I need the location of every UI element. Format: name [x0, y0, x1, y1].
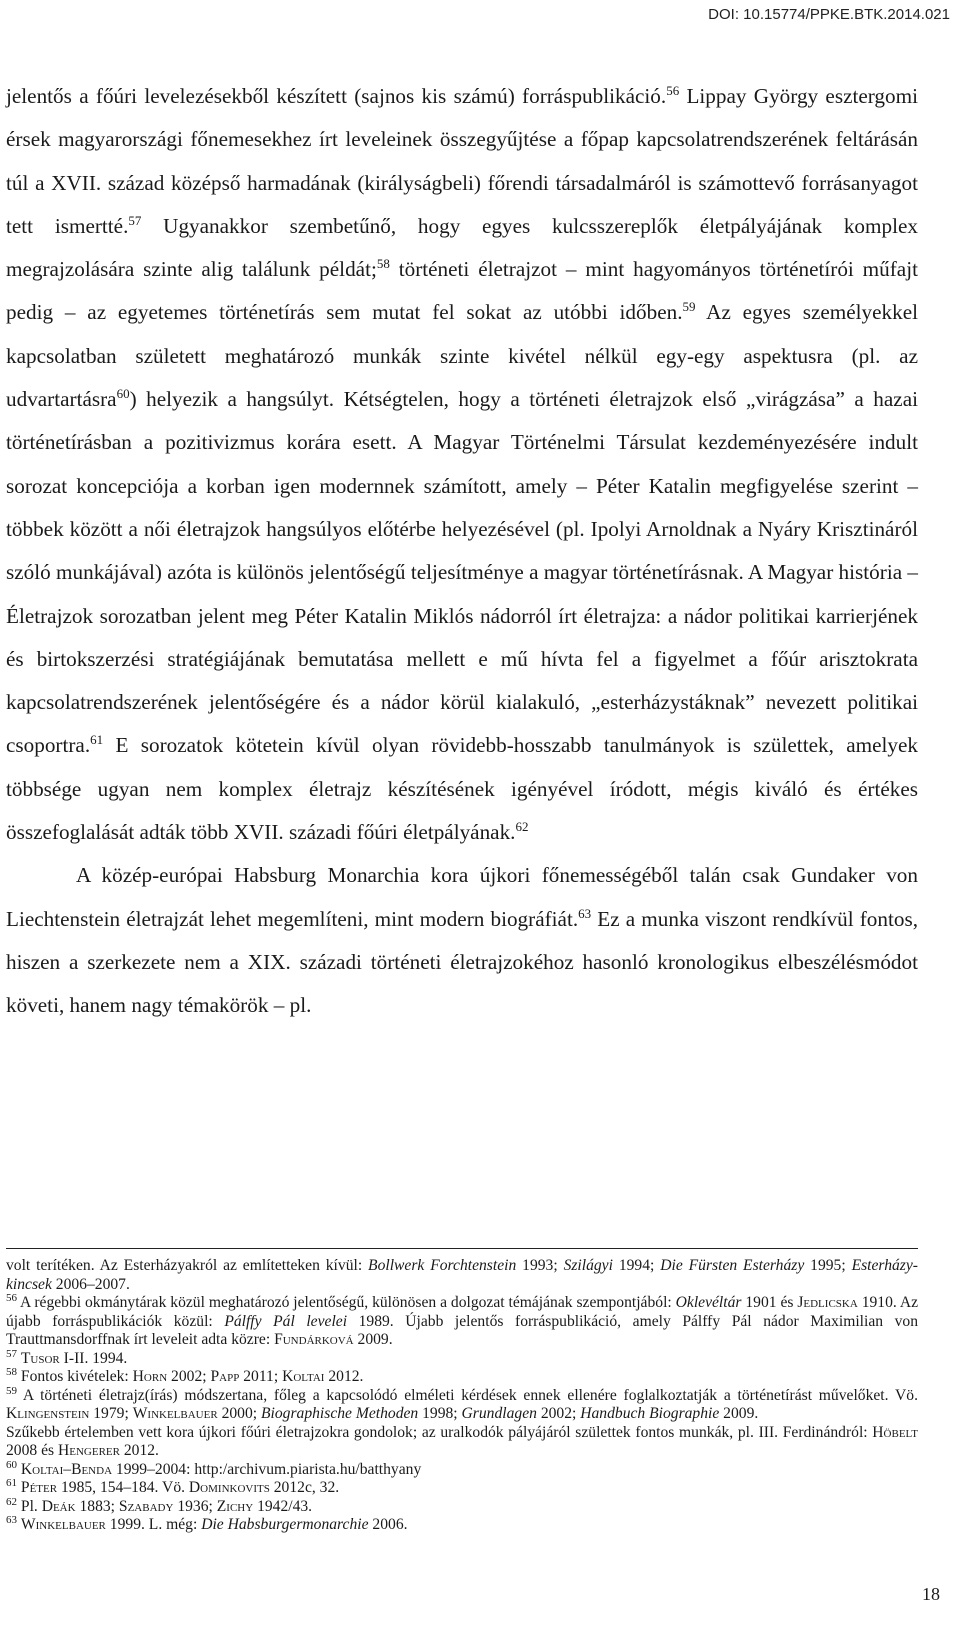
text-run: 1993; [516, 1257, 564, 1274]
author-name: Szabady [118, 1497, 174, 1515]
footnote-ref: 62 [6, 1495, 17, 1508]
text-run: 1999–2004: http:/archivum.piarista.hu/batthyany [112, 1460, 422, 1478]
footnote-ref: 61 [90, 732, 104, 748]
footnote-ref: 57 [128, 212, 142, 228]
text-run: 1994; [612, 1257, 661, 1274]
text-run: Ez a munka viszont rendkívül fontos, hiszen a szerkezete nem a XIX. századi történeti életrajzokéhoz hasonló kronologikus elbeszélésmódot követi, hanem nagy témakörök – pl. [6, 906, 919, 1018]
italic-title: Pálffy Pál levelei [224, 1312, 348, 1330]
text-run: Szűkebb értelemben vett kora újkori főúri életrajzokra gondolok; az uralkodók pályájáról születtek fontos munkák, pl. III. Ferdinándról: [6, 1423, 873, 1441]
footnote-ref: 58 [6, 1366, 17, 1378]
author-name: Papp [210, 1368, 240, 1385]
text-run: 1989. Újabb jelentős forráspublikáció, amely Pálffy Pál nádor Maximilian von Trauttmansdorffnak írt leveleit adta közre: [6, 1312, 918, 1348]
author-name: Tusor [20, 1349, 60, 1367]
text-run: Fontos kivételek: [17, 1368, 133, 1385]
text-run: Pl. [17, 1497, 42, 1515]
footnote [6, 1368, 918, 1387]
text-run: 1995; [804, 1257, 852, 1274]
text-run: Ugyanakkor szembetűnő, hogy egyes kulcsszereplők életpályájának komplex megrajzolására szinte alig találunk példát; [6, 213, 918, 282]
footnote-ref: 56 [666, 83, 680, 98]
text-run: Lippay György esztergomi érsek magyarországi főnemesekhez írt leveleinek összegyűjtése a főpap kapcsolatrendszerének feltárásán túl a XVII. század középső harmadának (királyságbeli) főrendi társadalmáról is számottevő forrásanyagot tett ismertté. [6, 84, 918, 238]
footnote [6, 1257, 918, 1294]
footnote-ref: 59 [6, 1384, 17, 1397]
page-number: 18 [922, 1584, 940, 1604]
text-run: 1985, 154–184. Vö. [57, 1479, 189, 1496]
text-run: 1910. Az újabb forráspublikációk közül: [6, 1294, 919, 1330]
text-run: 1942/43. [253, 1497, 313, 1515]
text-run: 2002; [167, 1368, 211, 1385]
footnotes [6, 1257, 918, 1535]
text-run: 1979; [89, 1405, 133, 1422]
author-name: Hengerer [57, 1442, 120, 1459]
author-name: Winkelbauer [132, 1405, 218, 1422]
italic-title: Szilágyi [563, 1257, 613, 1274]
footnote-ref: 59 [682, 299, 696, 315]
footnote [6, 1294, 918, 1350]
footnote-ref: 56 [6, 1292, 17, 1304]
text-run: 1883; [75, 1497, 119, 1515]
author-name: Winkelbauer [20, 1516, 106, 1533]
body-paragraph [6, 854, 918, 1027]
italic-title: Grundlagen [461, 1405, 537, 1422]
footnote-ref: 63 [6, 1514, 17, 1526]
italic-title: Die Fürsten Esterházy [660, 1257, 805, 1274]
text-run: volt terítéken. Az Esterházyakról az említetteken kívül: [6, 1257, 369, 1274]
text-run: 2012c, 32. [269, 1479, 340, 1496]
footnote-ref: 60 [116, 386, 130, 402]
text-run: ) helyezik a hangsúlyt. Kétségtelen, hogy a történeti életrajzok első „virágzása” a hazai történetírásban a pozitivizmus korára esett. A Magyar Történelmi Társulat kezdeményezésére indult sorozat koncepciója a korban igen modernnek számított, amely – Péter Katalin megfigyelése szerint – többek között a női életrajzok hangsúlyos előtérbe helyezésével (pl. Ipolyi Arnoldnak a Nyáry Krisztináról szóló munkájával) azóta is különös jelentőségű teljesítménye a magyar történetírásnak. A Magyar história – Életrajzok sorozatban jelent meg Péter Katalin Miklós nádorról írt életrajza: a nádor politikai karrierjének és birtokszerzési stratégiájának bemutatása mellett e mű hívta fel a figyelmet a főúr arisztokrata kapcsolatrendszerének jelentőségére és a nádor körül kialakuló, „esterházystáknak” nevezett politikai csoportra. [6, 387, 918, 758]
italic-title: Bollwerk Forchtenstein [368, 1257, 517, 1274]
text-run: 1901 és [741, 1294, 798, 1311]
body-paragraph [6, 75, 918, 854]
text-run: történeti életrajzot – mint hagyományos történetírói műfajt pedig – az egyetemes történetírás sem mutat fel sokat az utóbbi időben. [6, 257, 918, 325]
author-name: Koltai [282, 1368, 325, 1385]
text-run: 2011; [239, 1368, 283, 1385]
text-run: 2006–2007. [51, 1275, 130, 1293]
text-run: A közép-európai Habsburg Monarchia kora újkori főnemességéből talán csak Gundaker von Liechtenstein életrajzát lehet megemlíteni, mint modern biográfiát. [6, 863, 918, 931]
footnote-separator [6, 1248, 918, 1249]
footnote-ref: 60 [6, 1458, 17, 1471]
text-run: 2008 és [6, 1442, 58, 1459]
author-name: Dominkovits [188, 1479, 270, 1496]
text-run: I-II. 1994. [59, 1349, 128, 1367]
footnote [6, 1516, 918, 1535]
footnote [6, 1424, 918, 1461]
author-name: Fundárková [274, 1331, 354, 1348]
text-run: 2012. [119, 1442, 159, 1459]
text-run: 2012. [324, 1368, 364, 1385]
footnote [6, 1384, 918, 1424]
text-run: A régebbi okmánytárak közül meghatározó jelentőségű, különösen a dolgozat témájának szempontjából: [17, 1294, 676, 1311]
author-name: Horn [132, 1368, 168, 1385]
body-text [6, 75, 918, 1028]
text-run: Az egyes személyekkel kapcsolatban született meghatározó munkák szinte kivétel nélkül egy-egy aspektusra (pl. az udvartartásra [6, 300, 919, 412]
text-run: jelentős a főúri levelezésekből készített (sajnos kis számú) forráspublikáció. [6, 84, 667, 108]
text-run: 2000; [217, 1405, 262, 1422]
text-run: A történeti életrajz(írás) módszertana, főleg a kapcsolódó elméleti kérdések ennek ellenére foglalkoztatják a történetírást művelőket. Vö. [17, 1386, 918, 1404]
footnote [6, 1495, 918, 1517]
text-run: 2006. [368, 1516, 408, 1533]
italic-title: Die Habsburgermonarchie [201, 1516, 369, 1533]
text-run: 2009. [353, 1331, 393, 1348]
author-name: Klingenstein [6, 1405, 90, 1422]
italic-title: Oklevéltár [675, 1294, 742, 1311]
author-name: Péter [20, 1479, 58, 1496]
text-run: 2009. [719, 1405, 759, 1422]
text-run: E sorozatok kötetein kívül olyan rövidebb-hosszabb tanulmányok is születtek, amelyek többsége ugyan nem komplex életrajz készítésének igényével íródott, mégis kiváló és értékes összefoglalását adták több XVII. századi főúri életpályának. [6, 733, 918, 845]
footnote [6, 1347, 918, 1369]
footnote-ref: 63 [578, 905, 592, 921]
text-run: 1999. L. még: [105, 1516, 202, 1533]
footnote-ref: 62 [515, 819, 529, 835]
doi-header: DOI: 10.15774/PPKE.BTK.2014.021 [708, 6, 950, 23]
footnote [6, 1458, 918, 1480]
text-run: 2002; [536, 1405, 581, 1422]
text-run: 1998; [418, 1405, 462, 1422]
author-name: Zichy [216, 1497, 254, 1515]
italic-title: Handbuch Biographie [580, 1405, 720, 1422]
footnote [6, 1479, 918, 1498]
text-run: 1936; [173, 1497, 217, 1515]
author-name: Höbelt [872, 1423, 918, 1441]
footnote-ref: 61 [6, 1477, 17, 1489]
italic-title: Esterházy-kincsek [6, 1257, 918, 1293]
author-name: Deák [41, 1497, 76, 1515]
footnote-ref: 57 [6, 1347, 17, 1360]
author-name: Koltai–Benda [20, 1460, 113, 1478]
footnote-ref: 58 [376, 256, 390, 272]
italic-title: Biographische Methoden [261, 1405, 419, 1422]
author-name: Jedlicska [797, 1294, 858, 1311]
